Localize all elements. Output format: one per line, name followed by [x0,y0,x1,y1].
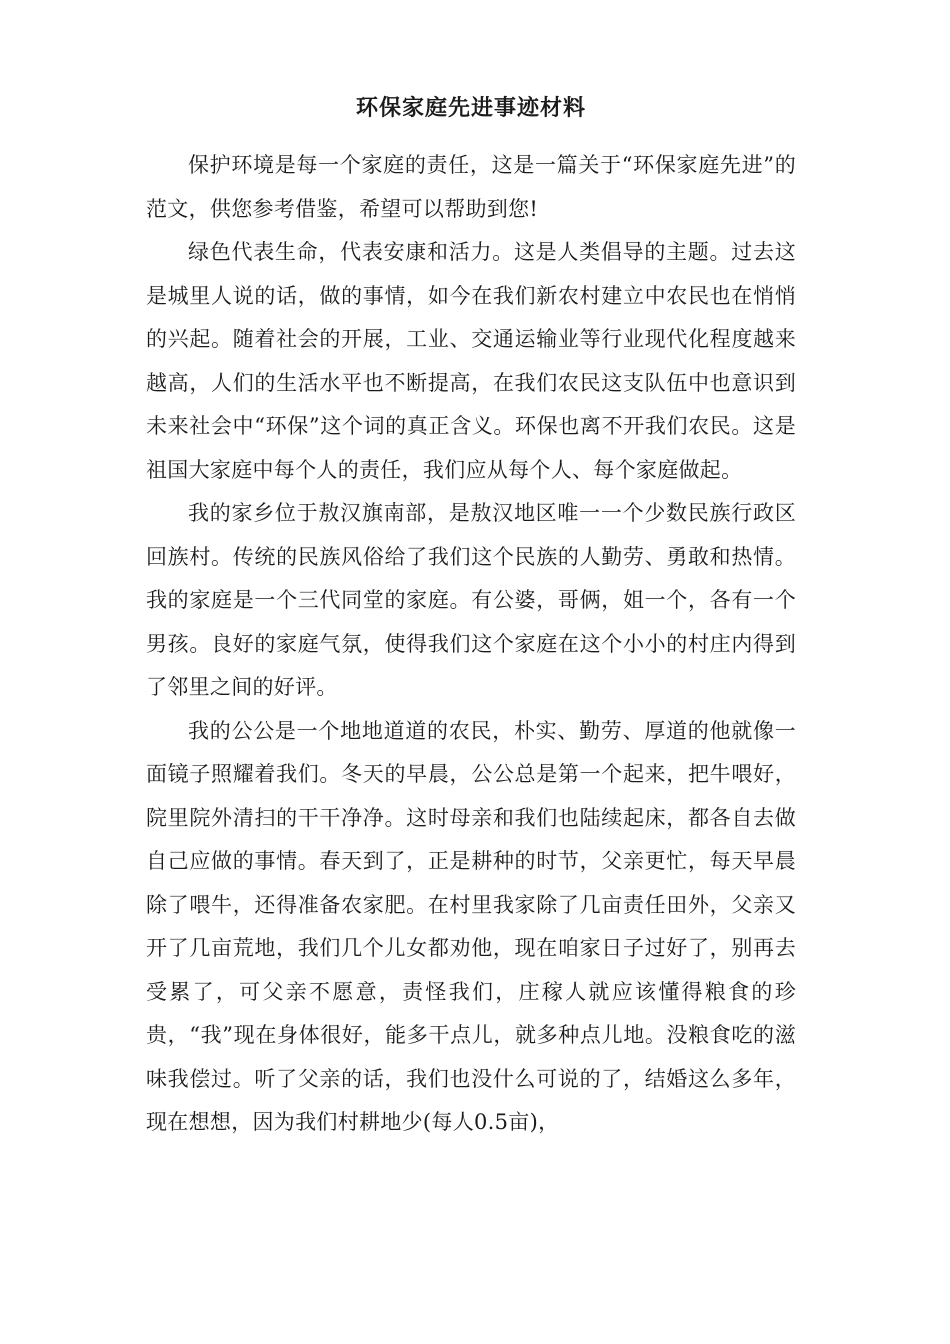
paragraph-hometown: 我的家乡位于敖汉旗南部，是敖汉地区唯一一个少数民族行政区回族村。传统的民族风俗给了我们这个民族的人勤劳、勇敢和热情。我的家庭是一个三代同堂的家庭。有公婆，哥俩，姐一个，各有一个男孩。良好的家庭气氛，使得我们这个家庭在这个小小的村庄内得到了邻里之间的好评。 [146,501,796,699]
document-page [146,86,796,1145]
paragraph-intro: 保护环境是每一个家庭的责任，这是一篇关于“环保家庭先进”的范文，供您参考借鉴，希望可以帮助到您! [146,153,796,221]
document-title: 环保家庭先进事迹材料 [355,95,586,121]
paragraph-green-life: 绿色代表生命，代表安康和活力。这是人类倡导的主题。过去这是城里人说的话，做的事情，如今在我们新农村建立中农民也在悄悄的兴起。随着社会的开展，工业、交通运输业等行业现代化程度越来越高，人们的生活水平也不断提高，在我们农民这支队伍中也意识到未来社会中“环保”这个词的真正含义。环保也离不开我们农民。这是祖国大家庭中每个人的责任，我们应从每个人、每个家庭做起。 [146,240,796,482]
paragraph-father-in-law: 我的公公是一个地地道道的农民，朴实、勤劳、厚道的他就像一面镜子照耀着我们。冬天的早晨，公公总是第一个起来，把牛喂好，院里院外清扫的干干净净。这时母亲和我们也陆续起床，都各自去做自己应做的事情。春天到了，正是耕种的时节，父亲更忙，每天早晨除了喂牛，还得准备农家肥。在村里我家除了几亩责任田外，父亲又开了几亩荒地，我们几个儿女都劝他，现在咱家日子过好了，别再去受累了，可父亲不愿意，责怪我们，庄稼人就应该懂得粮食的珍贵，“我”现在身体很好，能多干点儿，就多种点儿地。没粮食吃的滋味我偿过。听了父亲的话，我们也没什么可说的了，结婚这么多年，现在想想，因为我们村耕地少(每人0.5亩)， [146,718,796,1134]
